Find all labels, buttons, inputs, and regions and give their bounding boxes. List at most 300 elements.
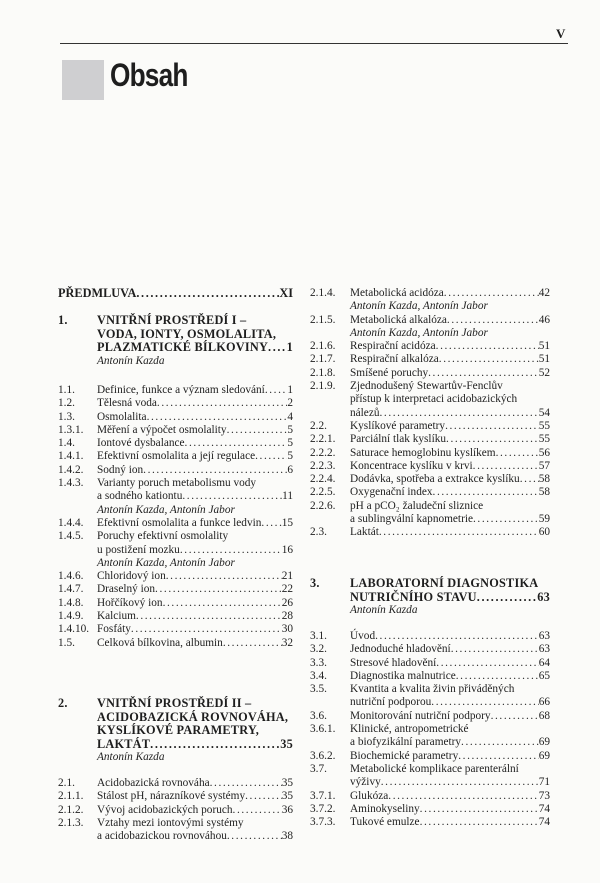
- toc-entry[interactable]: [310, 696, 550, 709]
- toc-entry-text: Kyslíkové parametry: [350, 419, 446, 432]
- toc-entry-title: [350, 327, 550, 340]
- toc-entry-text: Iontové dysbalance: [97, 437, 185, 450]
- toc-entry-number: 2.1.8.: [310, 366, 336, 379]
- toc-entry[interactable]: [310, 460, 550, 473]
- page-number: V: [556, 26, 566, 41]
- toc-entry[interactable]: [58, 384, 293, 397]
- toc-entry-number: 2.1.2.: [58, 803, 84, 816]
- dot-leader: [491, 710, 539, 723]
- toc-entry[interactable]: [310, 393, 550, 406]
- toc-page-number[interactable]: 22: [281, 583, 293, 596]
- toc-entry[interactable]: [310, 736, 550, 749]
- toc-entry-text: VODA, IONTY, OSMOLALITA,: [97, 326, 277, 341]
- toc-entry[interactable]: [310, 723, 550, 736]
- toc-entry[interactable]: [310, 657, 550, 670]
- toc-page-number[interactable]: 28: [281, 610, 293, 623]
- toc-page-number[interactable]: 51: [538, 340, 550, 353]
- toc-entry[interactable]: [310, 380, 550, 393]
- toc-entry-title: [97, 724, 293, 738]
- toc-entry-title: [350, 287, 550, 300]
- toc-entry-title: [350, 407, 550, 420]
- toc-entry-text: Antonín Kazda: [350, 604, 418, 617]
- toc-entry-text: Metabolická alkalóza: [350, 313, 447, 326]
- toc-entry[interactable]: [310, 710, 550, 723]
- toc-entry-title: [97, 477, 293, 490]
- toc-entry-title: [97, 623, 293, 636]
- toc-entry-number: 2.2.1.: [310, 433, 336, 446]
- toc-page-number[interactable]: 54: [538, 406, 550, 419]
- toc-entry-text: NUTRIČNÍHO STAVU: [350, 589, 477, 604]
- dot-leader: [458, 750, 538, 763]
- toc-author: [310, 604, 550, 617]
- toc-entry-text: Poruchy efektivní osmolality: [97, 530, 229, 543]
- toc-entry-title: [350, 657, 550, 670]
- toc-entry-title: [97, 711, 293, 725]
- toc-page-number[interactable]: 55: [538, 419, 550, 432]
- toc-entry-title: [97, 530, 293, 543]
- toc-chapter[interactable]: [310, 577, 550, 591]
- toc-entry[interactable]: [310, 473, 550, 486]
- toc-author: [58, 751, 293, 764]
- toc-entry[interactable]: [310, 367, 550, 380]
- toc-entry[interactable]: [58, 287, 293, 300]
- toc-page-number[interactable]: 46: [538, 313, 550, 326]
- toc-entry-title: [350, 577, 550, 591]
- dot-leader: [379, 407, 538, 420]
- dot-leader: [150, 738, 280, 752]
- toc-page-number[interactable]: 63: [538, 643, 550, 656]
- toc-page-number[interactable]: 15: [281, 516, 293, 529]
- toc-entry-text: Metabolická acidóza: [350, 287, 444, 299]
- dot-leader: [265, 384, 288, 397]
- toc-entry-number: 2.1.4.: [310, 287, 336, 299]
- toc-page-number[interactable]: 65: [538, 669, 550, 682]
- dot-leader: [375, 630, 539, 643]
- toc-page-number[interactable]: 32: [281, 636, 293, 649]
- toc-page-number[interactable]: 58: [538, 486, 550, 499]
- toc-entry-text: Parciální tlak kyslíku: [350, 433, 447, 446]
- toc-chapter[interactable]: [310, 591, 550, 605]
- toc-entry-title: [97, 738, 293, 752]
- toc-page-number[interactable]: 21: [281, 570, 293, 583]
- toc-entry[interactable]: [310, 670, 550, 683]
- toc-entry[interactable]: [58, 450, 293, 463]
- toc-entry[interactable]: [58, 424, 293, 437]
- toc-page-number[interactable]: 38: [281, 830, 293, 843]
- toc-entry-number: 2.3.: [310, 526, 327, 539]
- toc-page-number[interactable]: 5: [287, 450, 293, 463]
- toc-entry-title: [97, 411, 293, 424]
- dot-leader: [227, 830, 282, 843]
- toc-page-number[interactable]: 73: [538, 789, 550, 802]
- toc-entry[interactable]: [58, 790, 293, 803]
- toc-entry-number: 3.5.: [310, 683, 327, 696]
- toc-entry-title: [97, 384, 293, 397]
- toc-entry-title: [97, 610, 293, 623]
- toc-page-number[interactable]: 1: [286, 340, 293, 355]
- dot-leader: [446, 433, 539, 446]
- toc-page-number[interactable]: 55: [538, 433, 550, 446]
- dot-leader: [433, 486, 539, 499]
- toc-entry-text: a acidobazickou rovnováhou: [97, 830, 227, 843]
- toc-entry-title: [350, 790, 550, 803]
- toc-page-number[interactable]: 69: [538, 736, 550, 749]
- toc-entry-number: 3.6.: [310, 709, 327, 722]
- toc-entry-text: Definice, funkce a význam sledování: [97, 384, 265, 396]
- dot-leader: [420, 803, 539, 816]
- toc-entry[interactable]: [310, 816, 550, 829]
- toc-entry-title: [97, 424, 293, 437]
- toc-entry[interactable]: [310, 447, 550, 460]
- toc-entry[interactable]: [310, 486, 550, 499]
- toc-chapter[interactable]: [58, 314, 293, 328]
- toc-page-number[interactable]: 5: [287, 437, 293, 450]
- toc-entry-number: 3.: [310, 576, 320, 590]
- toc-page-number[interactable]: 42: [538, 287, 550, 299]
- toc-entry-number: 1.4.: [58, 437, 75, 450]
- toc-entry-text: přístup k interpretaci acidobazických: [350, 393, 518, 406]
- dot-leader: [166, 570, 282, 583]
- toc-entry-title: [350, 420, 550, 433]
- toc-page-number[interactable]: 59: [538, 513, 550, 526]
- toc-entry-title: [350, 816, 550, 829]
- toc-entry-title: [350, 340, 550, 353]
- dot-leader: [255, 450, 287, 463]
- toc-chapter[interactable]: [58, 738, 293, 752]
- toc-entry-number: 1.4.7.: [58, 583, 84, 596]
- toc-entry[interactable]: [58, 411, 293, 424]
- toc-entry-title: [350, 353, 550, 366]
- toc-page-number[interactable]: 64: [538, 656, 550, 669]
- toc-entry-text: pH a pCO₂ žaludeční sliznice: [350, 499, 484, 512]
- dot-leader: [210, 777, 282, 790]
- toc-page-number[interactable]: 57: [538, 459, 550, 472]
- toc-entry-text: Stálost pH, nárazníkové systémy: [97, 790, 246, 803]
- dot-leader: [379, 526, 539, 539]
- toc-entry[interactable]: [310, 513, 550, 526]
- toc-entry-number: 1.: [58, 313, 68, 327]
- toc-page-number[interactable]: 1: [287, 384, 293, 396]
- toc-page-number[interactable]: 63: [538, 630, 550, 642]
- dot-leader: [233, 804, 282, 817]
- toc-entry-title: [97, 328, 293, 342]
- toc-entry-text: Antonín Kazda, Antonín Jabor: [97, 503, 235, 516]
- toc-entry-title: [350, 763, 550, 776]
- toc-entry-text: Vztahy mezi iontovými systémy: [97, 816, 244, 829]
- toc-page-number[interactable]: 71: [538, 776, 550, 789]
- toc-entry-number: 2.2.: [310, 419, 327, 432]
- toc-entry-number: 3.1.: [310, 630, 327, 642]
- toc-entry-text: Diagnostika malnutrice: [350, 669, 456, 682]
- toc-entry-title: [350, 643, 550, 656]
- toc-entry-number: 3.7.2.: [310, 802, 336, 815]
- toc-entry-title: [97, 597, 293, 610]
- toc-entry[interactable]: [310, 776, 550, 789]
- toc-entry-number: 1.5.: [58, 636, 75, 649]
- toc-entry[interactable]: [58, 530, 293, 543]
- toc-entry-number: 2.2.6.: [310, 499, 336, 512]
- toc-entry-title: [350, 367, 550, 380]
- toc-page-number[interactable]: 35: [281, 790, 293, 803]
- dot-leader: [420, 816, 539, 829]
- toc-entry[interactable]: [310, 803, 550, 816]
- toc-entry[interactable]: [58, 777, 293, 790]
- toc-entry-number: 1.2.: [58, 397, 75, 410]
- title-decoration-box: [62, 60, 104, 100]
- toc-chapter[interactable]: [58, 711, 293, 725]
- toc-entry-text: Antonín Kazda, Antonín Jabor: [97, 556, 235, 569]
- toc-entry-number: 2.2.4.: [310, 473, 336, 486]
- toc-entry-number: 1.3.1.: [58, 423, 84, 436]
- toc-entry[interactable]: [310, 763, 550, 776]
- toc-entry-title: [97, 544, 293, 557]
- toc-entry-title: [97, 697, 293, 711]
- toc-entry[interactable]: [58, 517, 293, 530]
- toc-page-number[interactable]: 69: [538, 749, 550, 762]
- toc-entry[interactable]: [310, 433, 550, 446]
- toc-entry[interactable]: [58, 397, 293, 410]
- toc-page-number[interactable]: 36: [281, 803, 293, 816]
- dot-leader: [182, 490, 282, 503]
- toc-entry-title: [97, 517, 293, 530]
- toc-entry[interactable]: [58, 583, 293, 596]
- toc-entry[interactable]: [58, 597, 293, 610]
- dot-leader: [131, 623, 282, 636]
- toc-entry[interactable]: [310, 407, 550, 420]
- dot-leader: [477, 591, 538, 605]
- toc-entry[interactable]: [310, 340, 550, 353]
- toc-entry-title: [350, 486, 550, 499]
- toc-chapter[interactable]: [58, 697, 293, 711]
- toc-entry-title: [97, 570, 293, 583]
- toc-entry-text: Metabolické komplikace parenterální: [350, 762, 519, 775]
- toc-entry-text: Laktát: [350, 526, 379, 539]
- toc-page-number[interactable]: 35: [281, 777, 293, 789]
- toc-page-number[interactable]: 26: [281, 596, 293, 609]
- toc-entry-text: Saturace hemoglobinu kyslíkem: [350, 446, 496, 459]
- toc-page-number[interactable]: 30: [281, 623, 293, 636]
- toc-entry-text: Antonín Kazda, Antonín Jabor: [350, 300, 488, 313]
- toc-entry-title: [97, 437, 293, 450]
- toc-entry-text: Hořčíkový ion: [97, 596, 163, 609]
- toc-entry[interactable]: [58, 623, 293, 636]
- dot-leader: [456, 670, 539, 683]
- right-column-block: [310, 577, 550, 617]
- toc-page-number[interactable]: 6: [287, 463, 293, 476]
- toc-entry[interactable]: [58, 490, 293, 503]
- toc-entry[interactable]: [310, 287, 550, 300]
- toc-entry[interactable]: [310, 643, 550, 656]
- toc-author: [58, 557, 293, 570]
- toc-entry-text: Tělesná voda: [97, 397, 157, 410]
- toc-page-number[interactable]: 4: [287, 410, 293, 423]
- toc-entry-number: 2.2.2.: [310, 446, 336, 459]
- toc-entry-text: Respirační acidóza: [350, 340, 436, 353]
- toc-entry-text: Dodávka, spotřeba a extrakce kyslíku: [350, 473, 520, 486]
- toc-page-number[interactable]: 63: [537, 589, 550, 604]
- toc-entry-text: výživy: [350, 776, 381, 789]
- toc-entry[interactable]: [310, 630, 550, 643]
- toc-entry-text: Zjednodušený Stewartův-Fenclův: [350, 380, 503, 393]
- toc-page-number[interactable]: 35: [280, 736, 293, 751]
- toc-entry-text: Efektivní osmolalita a její regulace: [97, 450, 256, 463]
- dot-leader: [436, 657, 538, 670]
- toc-page-number[interactable]: XI: [279, 286, 293, 300]
- toc-page-number[interactable]: 11: [282, 490, 293, 503]
- toc-entry-number: 1.4.2.: [58, 463, 84, 476]
- toc-page-number[interactable]: 16: [281, 543, 293, 556]
- toc-entry-number: 3.4.: [310, 669, 327, 682]
- toc-page-number[interactable]: 74: [538, 816, 550, 829]
- left-column-block: [58, 697, 293, 765]
- toc-entry-number: 2.2.3.: [310, 459, 336, 472]
- toc-entry[interactable]: [310, 353, 550, 366]
- toc-entry-text: PLAZMATICKÉ BÍLKOVINY: [97, 340, 269, 355]
- toc-entry-text: Stresové hladovění: [350, 656, 437, 669]
- toc-entry-text: Kalcium: [97, 610, 136, 623]
- toc-page-number[interactable]: 66: [538, 696, 550, 709]
- toc-entry[interactable]: [58, 477, 293, 490]
- toc-entry-text: Kvantita a kvalita živin přiváděných: [350, 683, 515, 696]
- left-column-block: [58, 287, 293, 300]
- toc-entry-text: KYSLÍKOVÉ PARAMETRY,: [97, 723, 260, 738]
- toc-entry-text: Celková bílkovina, albumin: [97, 636, 223, 649]
- dot-leader: [473, 460, 539, 473]
- toc-entry-title: [97, 583, 293, 596]
- toc-entry-title: [350, 314, 550, 327]
- toc-entry-number: 1.4.5.: [58, 530, 84, 543]
- toc-entry-title: [350, 473, 550, 486]
- toc-entry[interactable]: [58, 817, 293, 830]
- toc-entry-number: 3.3.: [310, 656, 327, 669]
- left-column-block: [58, 777, 293, 843]
- toc-entry[interactable]: [310, 526, 550, 539]
- toc-entry-title: [350, 393, 550, 406]
- toc-entry-text: Antonín Kazda: [97, 751, 165, 764]
- toc-entry-title: [350, 513, 550, 526]
- toc-entry-text: Aminokyseliny: [350, 802, 420, 815]
- toc-entry-number: 3.6.2.: [310, 749, 336, 762]
- toc-entry-title: [97, 450, 293, 463]
- toc-page-number[interactable]: 74: [538, 802, 550, 815]
- toc-entry-title: [97, 817, 293, 830]
- left-column-block: [58, 314, 293, 368]
- toc-page-number[interactable]: 56: [538, 446, 550, 459]
- toc-chapter[interactable]: [58, 328, 293, 342]
- toc-entry-number: 3.7.: [310, 762, 327, 775]
- toc-entry-title: [97, 557, 293, 570]
- toc-entry-title: [97, 751, 293, 764]
- dot-leader: [180, 544, 282, 557]
- toc-entry-text: LAKTÁT: [97, 736, 151, 751]
- dot-leader: [268, 341, 287, 355]
- dot-leader: [461, 736, 539, 749]
- toc-entry-text: u postižení mozku: [97, 543, 180, 556]
- toc-entry[interactable]: [58, 570, 293, 583]
- toc-page-number[interactable]: 51: [538, 353, 550, 366]
- toc-entry[interactable]: [310, 314, 550, 327]
- toc-entry-text: Úvod: [350, 630, 376, 642]
- toc-entry-title: [350, 526, 550, 539]
- toc-entry-text: Varianty poruch metabolismu vody: [97, 477, 257, 490]
- toc-entry-title: [350, 723, 550, 736]
- toc-entry-text: Klinické, antropometrické: [350, 723, 469, 736]
- dot-leader: [388, 790, 538, 803]
- toc-entry-title: [97, 314, 293, 328]
- toc-entry-text: Oxygenační index: [350, 486, 433, 499]
- toc-entry-title: [58, 287, 293, 300]
- toc-entry-number: 2.1.3.: [58, 816, 84, 829]
- toc-entry[interactable]: [58, 804, 293, 817]
- toc-entry[interactable]: [58, 830, 293, 843]
- toc-entry-text: Osmolalita: [97, 410, 147, 423]
- toc-chapter[interactable]: [58, 341, 293, 355]
- toc-entry-text: Antonín Kazda, Antonín Jabor: [350, 326, 488, 339]
- toc-entry-text: Monitorování nutriční podpory: [350, 709, 491, 722]
- dot-leader: [436, 340, 539, 353]
- toc-entry-title: [97, 504, 293, 517]
- toc-entry[interactable]: [58, 464, 293, 477]
- toc-entry-number: 2.1.6.: [310, 340, 336, 353]
- toc-entry-text: Jednoduché hladovění: [350, 643, 451, 656]
- toc-page-number[interactable]: 60: [538, 526, 550, 539]
- toc-page-number[interactable]: 52: [538, 366, 550, 379]
- toc-author: [310, 327, 550, 340]
- toc-entry[interactable]: [58, 544, 293, 557]
- toc-entry-title: [97, 397, 293, 410]
- toc-entry[interactable]: [310, 750, 550, 763]
- toc-entry-number: 3.7.1.: [310, 789, 336, 802]
- dot-leader: [381, 776, 539, 789]
- toc-entry[interactable]: [58, 437, 293, 450]
- dot-leader: [185, 437, 288, 450]
- toc-entry-text: Respirační alkalóza: [350, 353, 439, 366]
- toc-entry-text: nálezů: [350, 406, 380, 419]
- toc-entry-text: Fosfáty: [97, 623, 131, 636]
- toc-entry[interactable]: [310, 420, 550, 433]
- header-rule: [60, 43, 568, 44]
- toc-entry-number: 2.2.5.: [310, 486, 336, 499]
- toc-chapter[interactable]: [58, 724, 293, 738]
- toc-entry-text: ACIDOBAZICKÁ ROVNOVÁHA,: [97, 709, 289, 724]
- toc-entry-title: [350, 736, 550, 749]
- toc-entry-title: [350, 776, 550, 789]
- toc-entry[interactable]: [58, 610, 293, 623]
- toc-entry-title: [350, 670, 550, 683]
- toc-entry-title: [350, 591, 550, 605]
- dot-leader: [473, 513, 539, 526]
- dot-leader: [439, 353, 539, 366]
- toc-entry[interactable]: [310, 683, 550, 696]
- toc-entry-number: 1.3.: [58, 410, 75, 423]
- toc-page-number[interactable]: 58: [538, 473, 550, 486]
- dot-leader: [431, 696, 538, 709]
- toc-entry-text: Antonín Kazda: [97, 354, 165, 367]
- toc-entry-title: [350, 604, 550, 617]
- toc-entry-number: 1.4.1.: [58, 450, 84, 463]
- toc-page-number[interactable]: 2: [287, 397, 293, 410]
- toc-page-number[interactable]: 5: [287, 423, 293, 436]
- toc-entry[interactable]: [310, 500, 550, 513]
- dot-leader: [520, 473, 539, 486]
- toc-entry[interactable]: [310, 790, 550, 803]
- toc-entry-number: 3.2.: [310, 643, 327, 656]
- toc-page-number[interactable]: 68: [538, 709, 550, 722]
- toc-entry-text: Chloridový ion: [97, 570, 166, 583]
- toc-entry[interactable]: [58, 637, 293, 650]
- toc-entry-title: [350, 750, 550, 763]
- toc-entry-text: Glukóza: [350, 789, 389, 802]
